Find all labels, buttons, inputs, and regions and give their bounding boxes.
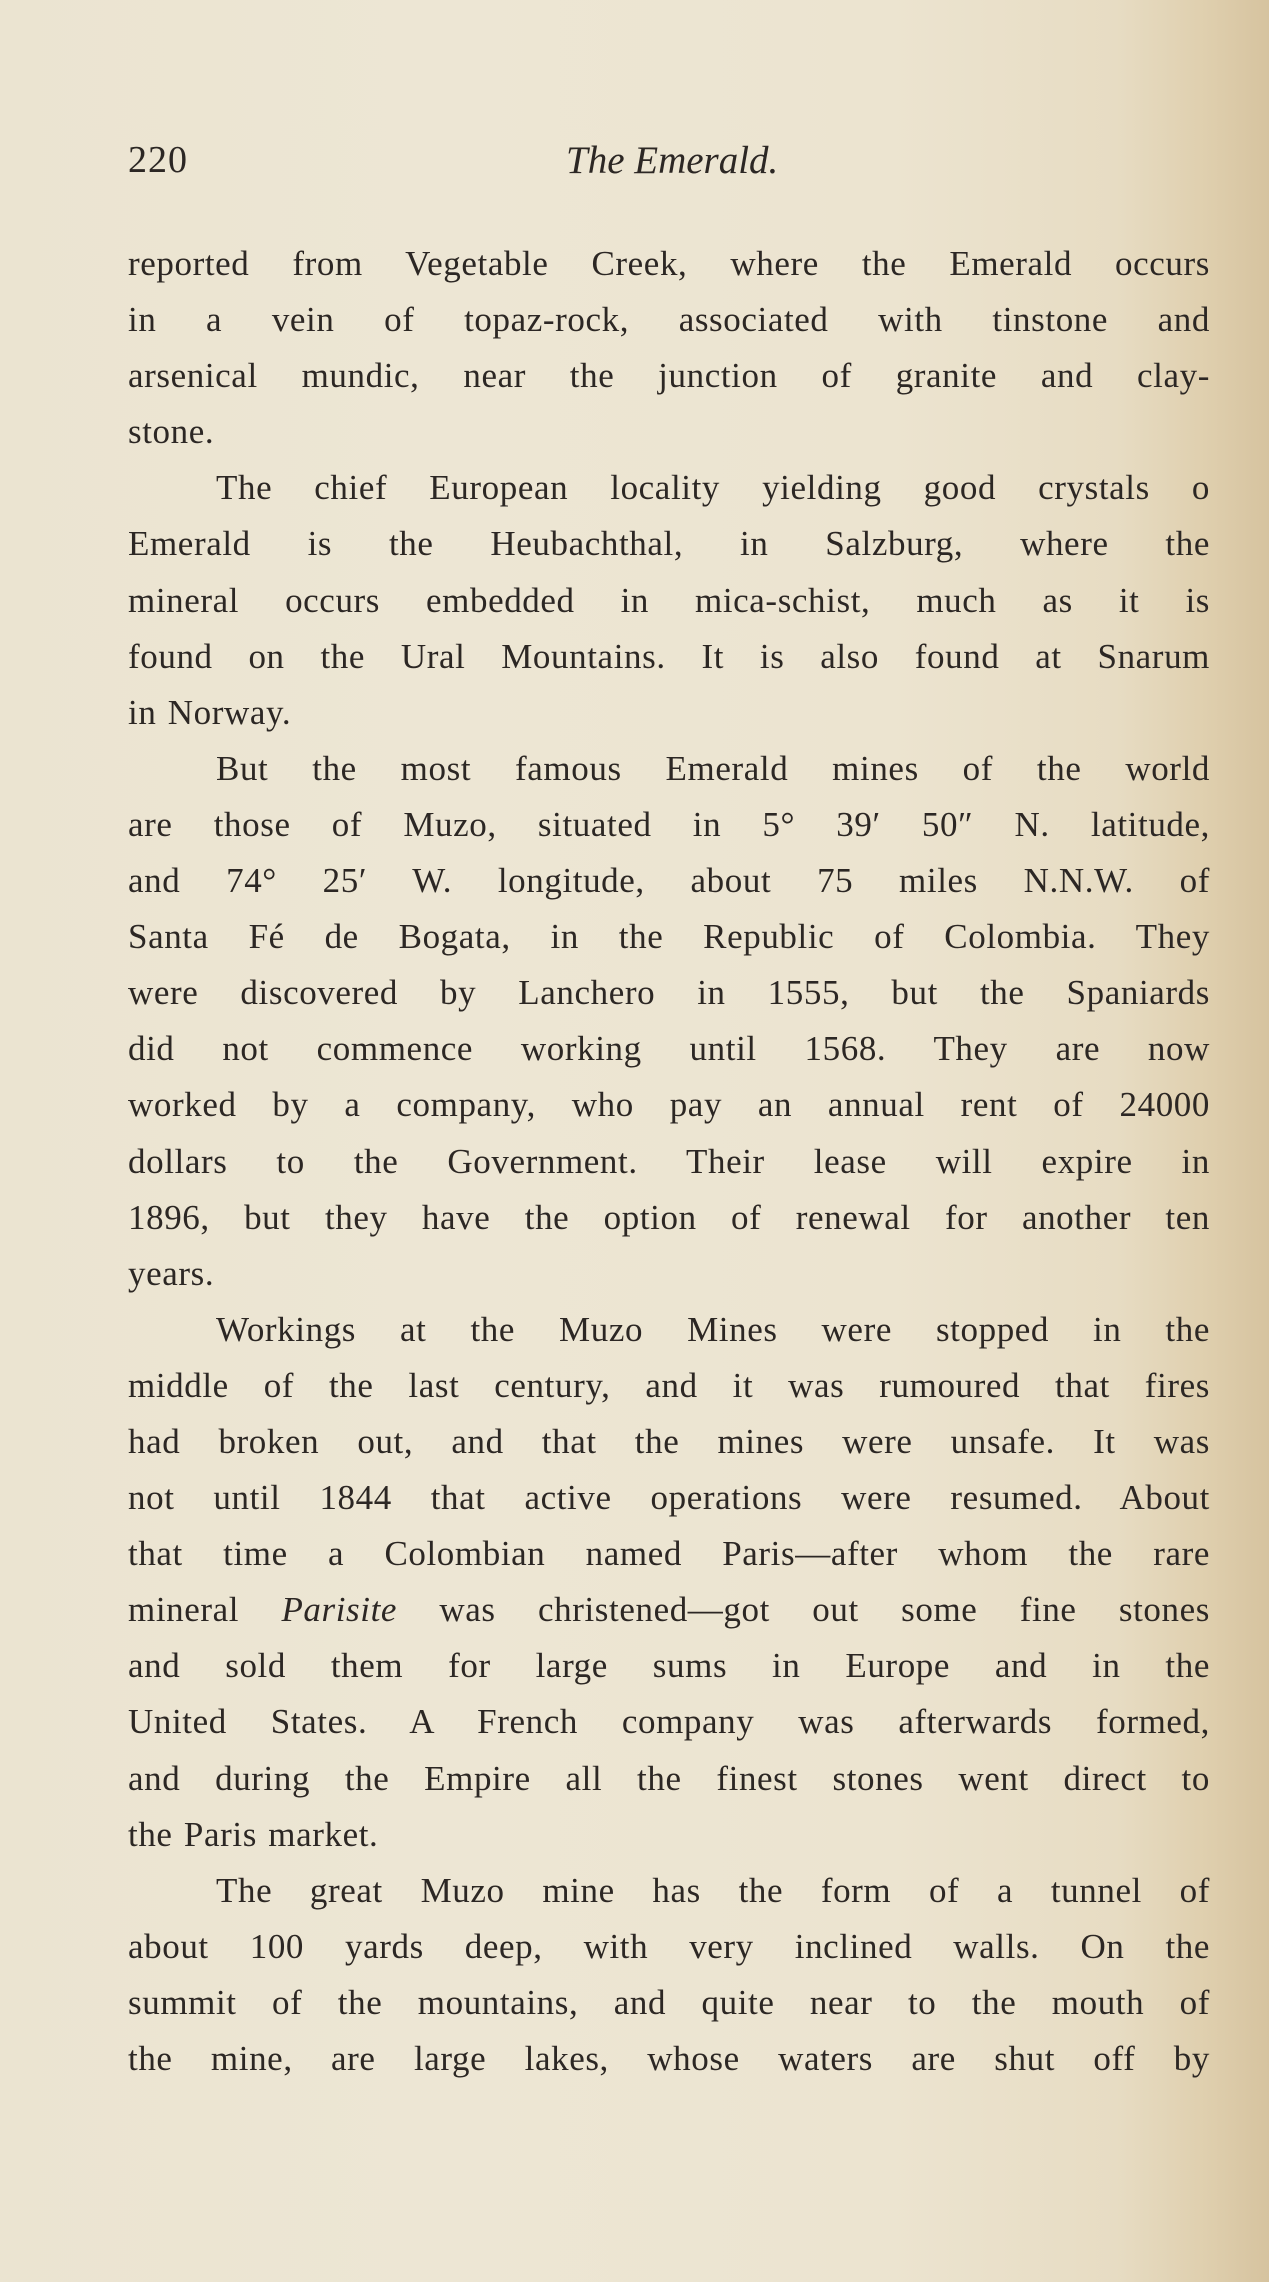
text-line: summit of the mountains, and quite near to the mouth of [128,1982,1210,2022]
text-line: not until 1844 that active operations were resumed. About [128,1478,1210,1518]
text-line: arsenical mundic, near the junction of granite and clay- [128,356,1210,396]
text-fragment: mineral [128,1590,282,1630]
text-line: in Norway. [128,692,292,732]
text-line: mineral occurs embedded in mica-schist, much as it is [128,580,1210,620]
text-line: found on the Ural Mountains. It is also found at Snarum [128,636,1210,676]
text-line: and during the Empire all the finest stones went direct to [128,1758,1210,1798]
text-line: reported from Vegetable Creek, where the Emerald occurs [128,244,1210,283]
text-line: and sold them for large sums in Europe and in the [128,1646,1210,1686]
text-line: did not commence working until 1568. They are now [128,1029,1210,1069]
page-header [128,138,1128,194]
text-line: and 74° 25′ W. longitude, about 75 miles N.N.W. of [128,861,1210,901]
text-line: 1896, but they have the option of renewal for another ten [128,1197,1210,1237]
text-line: United States. A French company was afterwards formed, [128,1702,1210,1742]
italic-term: Parisite [281,1590,398,1630]
text-line: the Paris market. [128,1814,379,1854]
text-line: The great Muzo mine has the form of a tunnel of [216,1870,1210,1910]
text-line: worked by a company, who pay an annual rent of 24000 [128,1085,1210,1125]
text-line: Santa Fé de Bogata, in the Republic of Colombia. They [128,917,1210,957]
text-line: had broken out, and that the mines were unsafe. It was [128,1421,1210,1461]
text-line: Emerald is the Heubachthal, in Salzburg, where the [128,524,1210,564]
text-line: are those of Muzo, situated in 5° 39′ 50″ N. latitude, [128,804,1210,844]
text-fragment: was christened—got out some fine stones [397,1590,1210,1630]
text-line: dollars to the Government. Their lease will expire in [128,1141,1210,1181]
text-line: Workings at the Muzo Mines were stopped in the [216,1309,1210,1349]
text-line: years. [128,1253,215,1293]
running-title: The Emerald. [566,139,779,182]
text-line: were discovered by Lanchero in 1555, but the Spaniards [128,973,1210,1013]
text-line: The chief European locality yielding good crystals o [216,468,1210,508]
text-line: about 100 yards deep, with very inclined walls. On the [128,1926,1210,1966]
body-text [128,236,1210,2087]
page-number: 220 [128,139,188,181]
text-line: that time a Colombian named Paris—after whom the rare [128,1534,1210,1574]
text-line: stone. [128,412,215,452]
text-line-with-italic [128,1582,1210,1638]
text-line: But the most famous Emerald mines of the world [216,748,1210,788]
text-line: middle of the last century, and it was rumoured that fires [128,1365,1210,1405]
text-line: the mine, are large lakes, whose waters are shut off by [128,2039,1210,2078]
text-line: in a vein of topaz-rock, associated with tinstone and [128,300,1210,340]
